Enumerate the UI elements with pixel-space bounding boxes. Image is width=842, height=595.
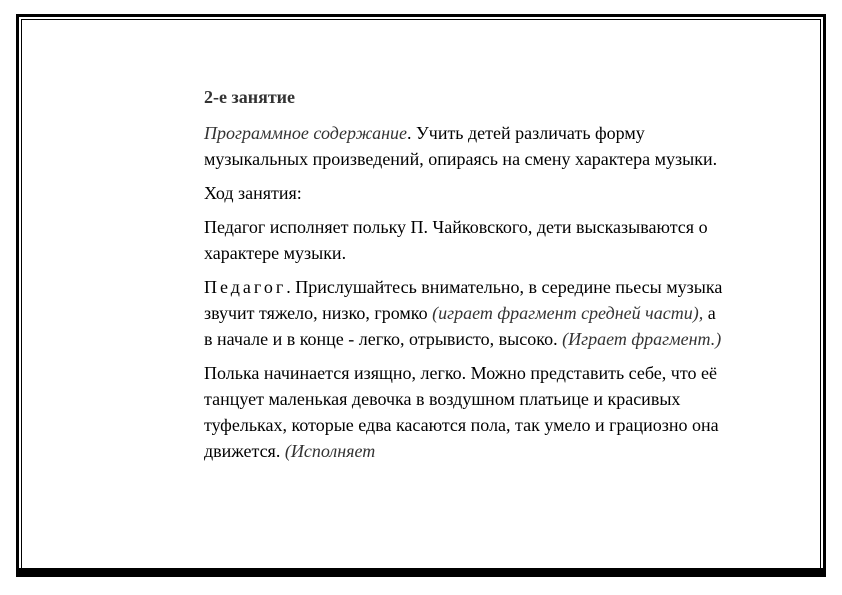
lesson-heading: 2-е занятие — [204, 87, 296, 107]
stage-direction-3: (Исполняет — [284, 441, 376, 461]
teacher-label: Педагог — [204, 277, 287, 297]
course-label: Ход занятия: — [204, 183, 302, 203]
page-border-bottom — [16, 568, 826, 577]
intro-paragraph: Педагог исполняет польку П. Чайковского, дети высказываются о характере музыки. — [204, 217, 708, 263]
teacher-speech-2: а в начале и в конце - легко, отрывисто, высоко. — [204, 303, 716, 349]
closing-text: Полька начинается изящно, легко. Можно представить себе, что её танцует маленькая девочка в воздушном платьице и красивых туфельках, которые едва касаются пола, так умело и грациозно она движется. — [204, 363, 719, 461]
lesson-text — [204, 84, 724, 472]
program-label: Программное содержание — [204, 123, 408, 143]
closing-paragraph — [204, 360, 724, 464]
program-text: . Учить детей различать форму музыкальных произведений, опираясь на смену характера музыки. — [204, 123, 718, 169]
stage-direction-2: (Играет фрагмент.) — [562, 329, 722, 349]
stage-direction-1: (играет фрагмент средней части), — [432, 303, 704, 323]
teacher-paragraph — [204, 274, 724, 352]
program-paragraph — [204, 120, 724, 172]
teacher-speech-1: . Прислушайтесь внимательно, в середине пьесы музыка звучит тяжело, низко, громко — [204, 277, 723, 323]
